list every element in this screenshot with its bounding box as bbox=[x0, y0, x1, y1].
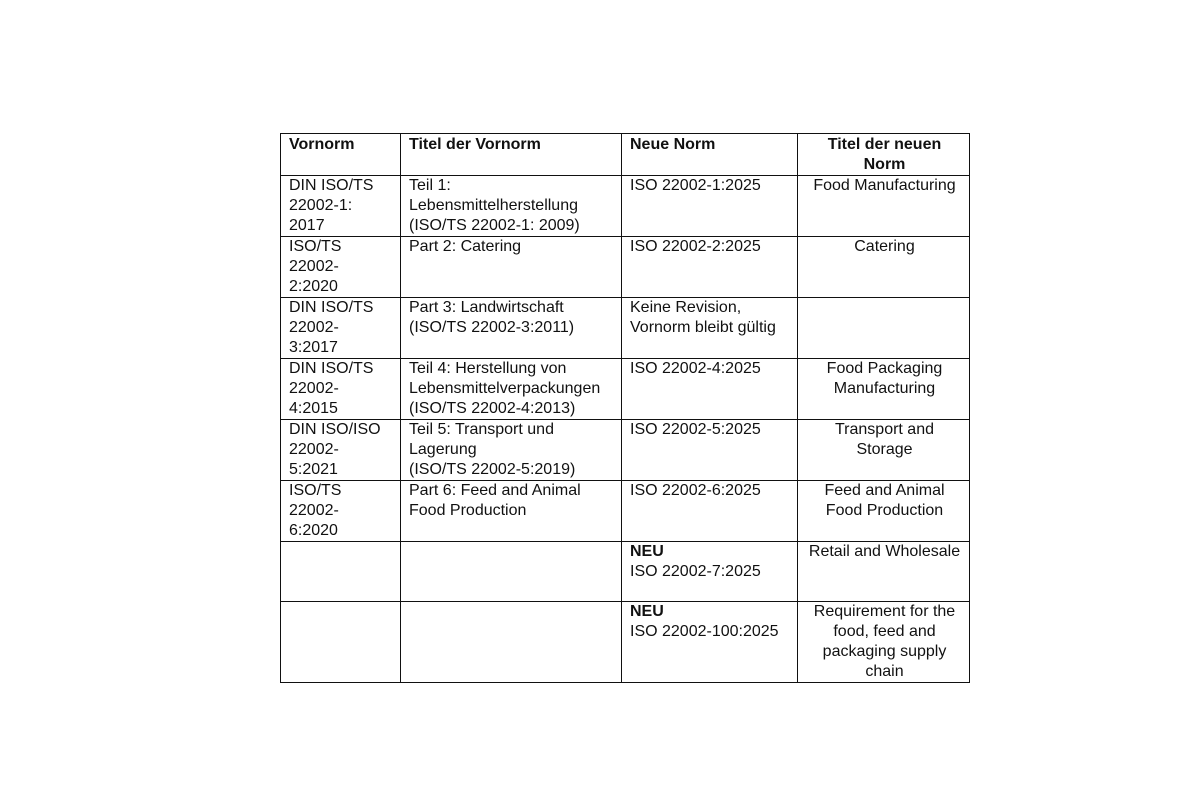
vornorm-line: 5:2021 bbox=[289, 461, 338, 478]
titel-vornorm-line: Teil 5: Transport und bbox=[409, 421, 554, 438]
table-row bbox=[281, 481, 970, 542]
table-row bbox=[281, 176, 970, 237]
cell-titel-vornorm bbox=[401, 481, 622, 542]
cell-titel-vornorm bbox=[401, 542, 622, 602]
cell-neue-norm bbox=[622, 298, 798, 359]
vornorm-line: DIN ISO/TS bbox=[289, 299, 374, 316]
table-row bbox=[281, 542, 970, 602]
cell-titel-vornorm bbox=[401, 359, 622, 420]
table-body bbox=[281, 176, 970, 683]
vornorm-line: 2017 bbox=[289, 217, 325, 234]
cell-titel-vornorm bbox=[401, 298, 622, 359]
titel-vornorm-line: Part 2: Catering bbox=[409, 238, 522, 255]
vornorm-line: ISO/TS bbox=[289, 238, 342, 255]
titel-vornorm-line: (ISO/TS 22002-4:2013) bbox=[409, 400, 576, 417]
titel-neue-norm-text: Feed and Animal Food Production bbox=[824, 482, 945, 519]
cell-vornorm bbox=[281, 176, 401, 237]
cell-titel-neue-norm bbox=[798, 237, 970, 298]
titel-vornorm-line: Part 3: Landwirtschaft bbox=[409, 299, 564, 316]
header-titel-neue-norm: Titel der neuen Norm bbox=[798, 134, 970, 176]
cell-titel-neue-norm bbox=[798, 359, 970, 420]
cell-vornorm bbox=[281, 602, 401, 683]
cell-titel-neue-norm bbox=[798, 176, 970, 237]
table-row bbox=[281, 602, 970, 683]
table-row bbox=[281, 420, 970, 481]
cell-titel-neue-norm bbox=[798, 298, 970, 359]
vornorm-line: 22002- bbox=[289, 380, 339, 397]
cell-titel-neue-norm bbox=[798, 481, 970, 542]
cell-vornorm bbox=[281, 298, 401, 359]
titel-neue-norm-text: Catering bbox=[854, 238, 915, 255]
titel-vornorm-line: (ISO/TS 22002-5:2019) bbox=[409, 461, 576, 478]
cell-titel-neue-norm bbox=[798, 602, 970, 683]
table-row bbox=[281, 359, 970, 420]
neue-norm-line: Keine Revision, bbox=[630, 299, 742, 316]
titel-vornorm-line: Food Production bbox=[409, 502, 527, 519]
cell-neue-norm bbox=[622, 542, 798, 602]
neue-norm-line: ISO 22002-6:2025 bbox=[630, 482, 761, 499]
neue-norm-line: Vornorm bleibt gültig bbox=[630, 319, 776, 336]
titel-neue-norm-text: Food Packaging Manufacturing bbox=[826, 360, 943, 397]
cell-titel-vornorm bbox=[401, 420, 622, 481]
vornorm-line: DIN ISO/TS bbox=[289, 177, 374, 194]
titel-vornorm-line: Teil 1: bbox=[409, 177, 451, 194]
titel-neue-norm-text: Transport and Storage bbox=[834, 421, 934, 458]
vornorm-line: 3:2017 bbox=[289, 339, 338, 356]
vornorm-line: 2:2020 bbox=[289, 278, 338, 295]
new-badge: NEU bbox=[630, 543, 664, 560]
neue-norm-line: ISO 22002-2:2025 bbox=[630, 238, 761, 255]
cell-neue-norm bbox=[622, 481, 798, 542]
titel-vornorm-line: (ISO/TS 22002-1: 2009) bbox=[409, 217, 580, 234]
table-row bbox=[281, 298, 970, 359]
header-vornorm: Vornorm bbox=[281, 134, 401, 176]
vornorm-line: 4:2015 bbox=[289, 400, 338, 417]
vornorm-line: 22002-1: bbox=[289, 197, 353, 214]
titel-vornorm-line: Lebensmittelverpackungen bbox=[409, 380, 601, 397]
cell-titel-neue-norm bbox=[798, 420, 970, 481]
cell-vornorm bbox=[281, 481, 401, 542]
titel-neue-norm-text: Retail and Wholesale bbox=[808, 543, 961, 560]
vornorm-line: 22002- bbox=[289, 502, 339, 519]
neue-norm-line: ISO 22002-1:2025 bbox=[630, 177, 761, 194]
cell-vornorm bbox=[281, 237, 401, 298]
norm-comparison-table bbox=[280, 133, 970, 683]
titel-vornorm-line: Teil 4: Herstellung von bbox=[409, 360, 567, 377]
vornorm-line: ISO/TS bbox=[289, 482, 342, 499]
cell-neue-norm bbox=[622, 359, 798, 420]
titel-neue-norm-text: Food Manufacturing bbox=[813, 177, 956, 194]
cell-titel-vornorm bbox=[401, 237, 622, 298]
titel-vornorm-line: Lebensmittelherstellung bbox=[409, 197, 578, 214]
cell-neue-norm bbox=[622, 420, 798, 481]
titel-vornorm-line: Lagerung bbox=[409, 441, 477, 458]
vornorm-line: 22002- bbox=[289, 319, 339, 336]
new-badge: NEU bbox=[630, 603, 664, 620]
cell-titel-neue-norm bbox=[798, 542, 970, 602]
vornorm-line: 22002- bbox=[289, 258, 339, 275]
neue-norm-line: ISO 22002-100:2025 bbox=[630, 623, 779, 640]
header-neue-norm: Neue Norm bbox=[622, 134, 798, 176]
cell-vornorm bbox=[281, 542, 401, 602]
table-row bbox=[281, 237, 970, 298]
table-header-row bbox=[281, 134, 970, 176]
cell-neue-norm bbox=[622, 176, 798, 237]
titel-vornorm-line: Part 6: Feed and Animal bbox=[409, 482, 581, 499]
neue-norm-line: ISO 22002-5:2025 bbox=[630, 421, 761, 438]
header-titel-vornorm: Titel der Vornorm bbox=[401, 134, 622, 176]
titel-neue-norm-text: Requirement for the food, feed and packaging supply chain bbox=[813, 603, 956, 680]
cell-vornorm bbox=[281, 359, 401, 420]
titel-vornorm-line: (ISO/TS 22002-3:2011) bbox=[409, 319, 575, 336]
cell-titel-vornorm bbox=[401, 602, 622, 683]
vornorm-line: 6:2020 bbox=[289, 522, 338, 539]
cell-neue-norm bbox=[622, 602, 798, 683]
neue-norm-line: ISO 22002-7:2025 bbox=[630, 563, 761, 580]
cell-vornorm bbox=[281, 420, 401, 481]
cell-neue-norm bbox=[622, 237, 798, 298]
vornorm-line: 22002- bbox=[289, 441, 339, 458]
vornorm-line: DIN ISO/TS bbox=[289, 360, 374, 377]
cell-titel-vornorm bbox=[401, 176, 622, 237]
neue-norm-line: ISO 22002-4:2025 bbox=[630, 360, 761, 377]
vornorm-line: DIN ISO/ISO bbox=[289, 421, 381, 438]
